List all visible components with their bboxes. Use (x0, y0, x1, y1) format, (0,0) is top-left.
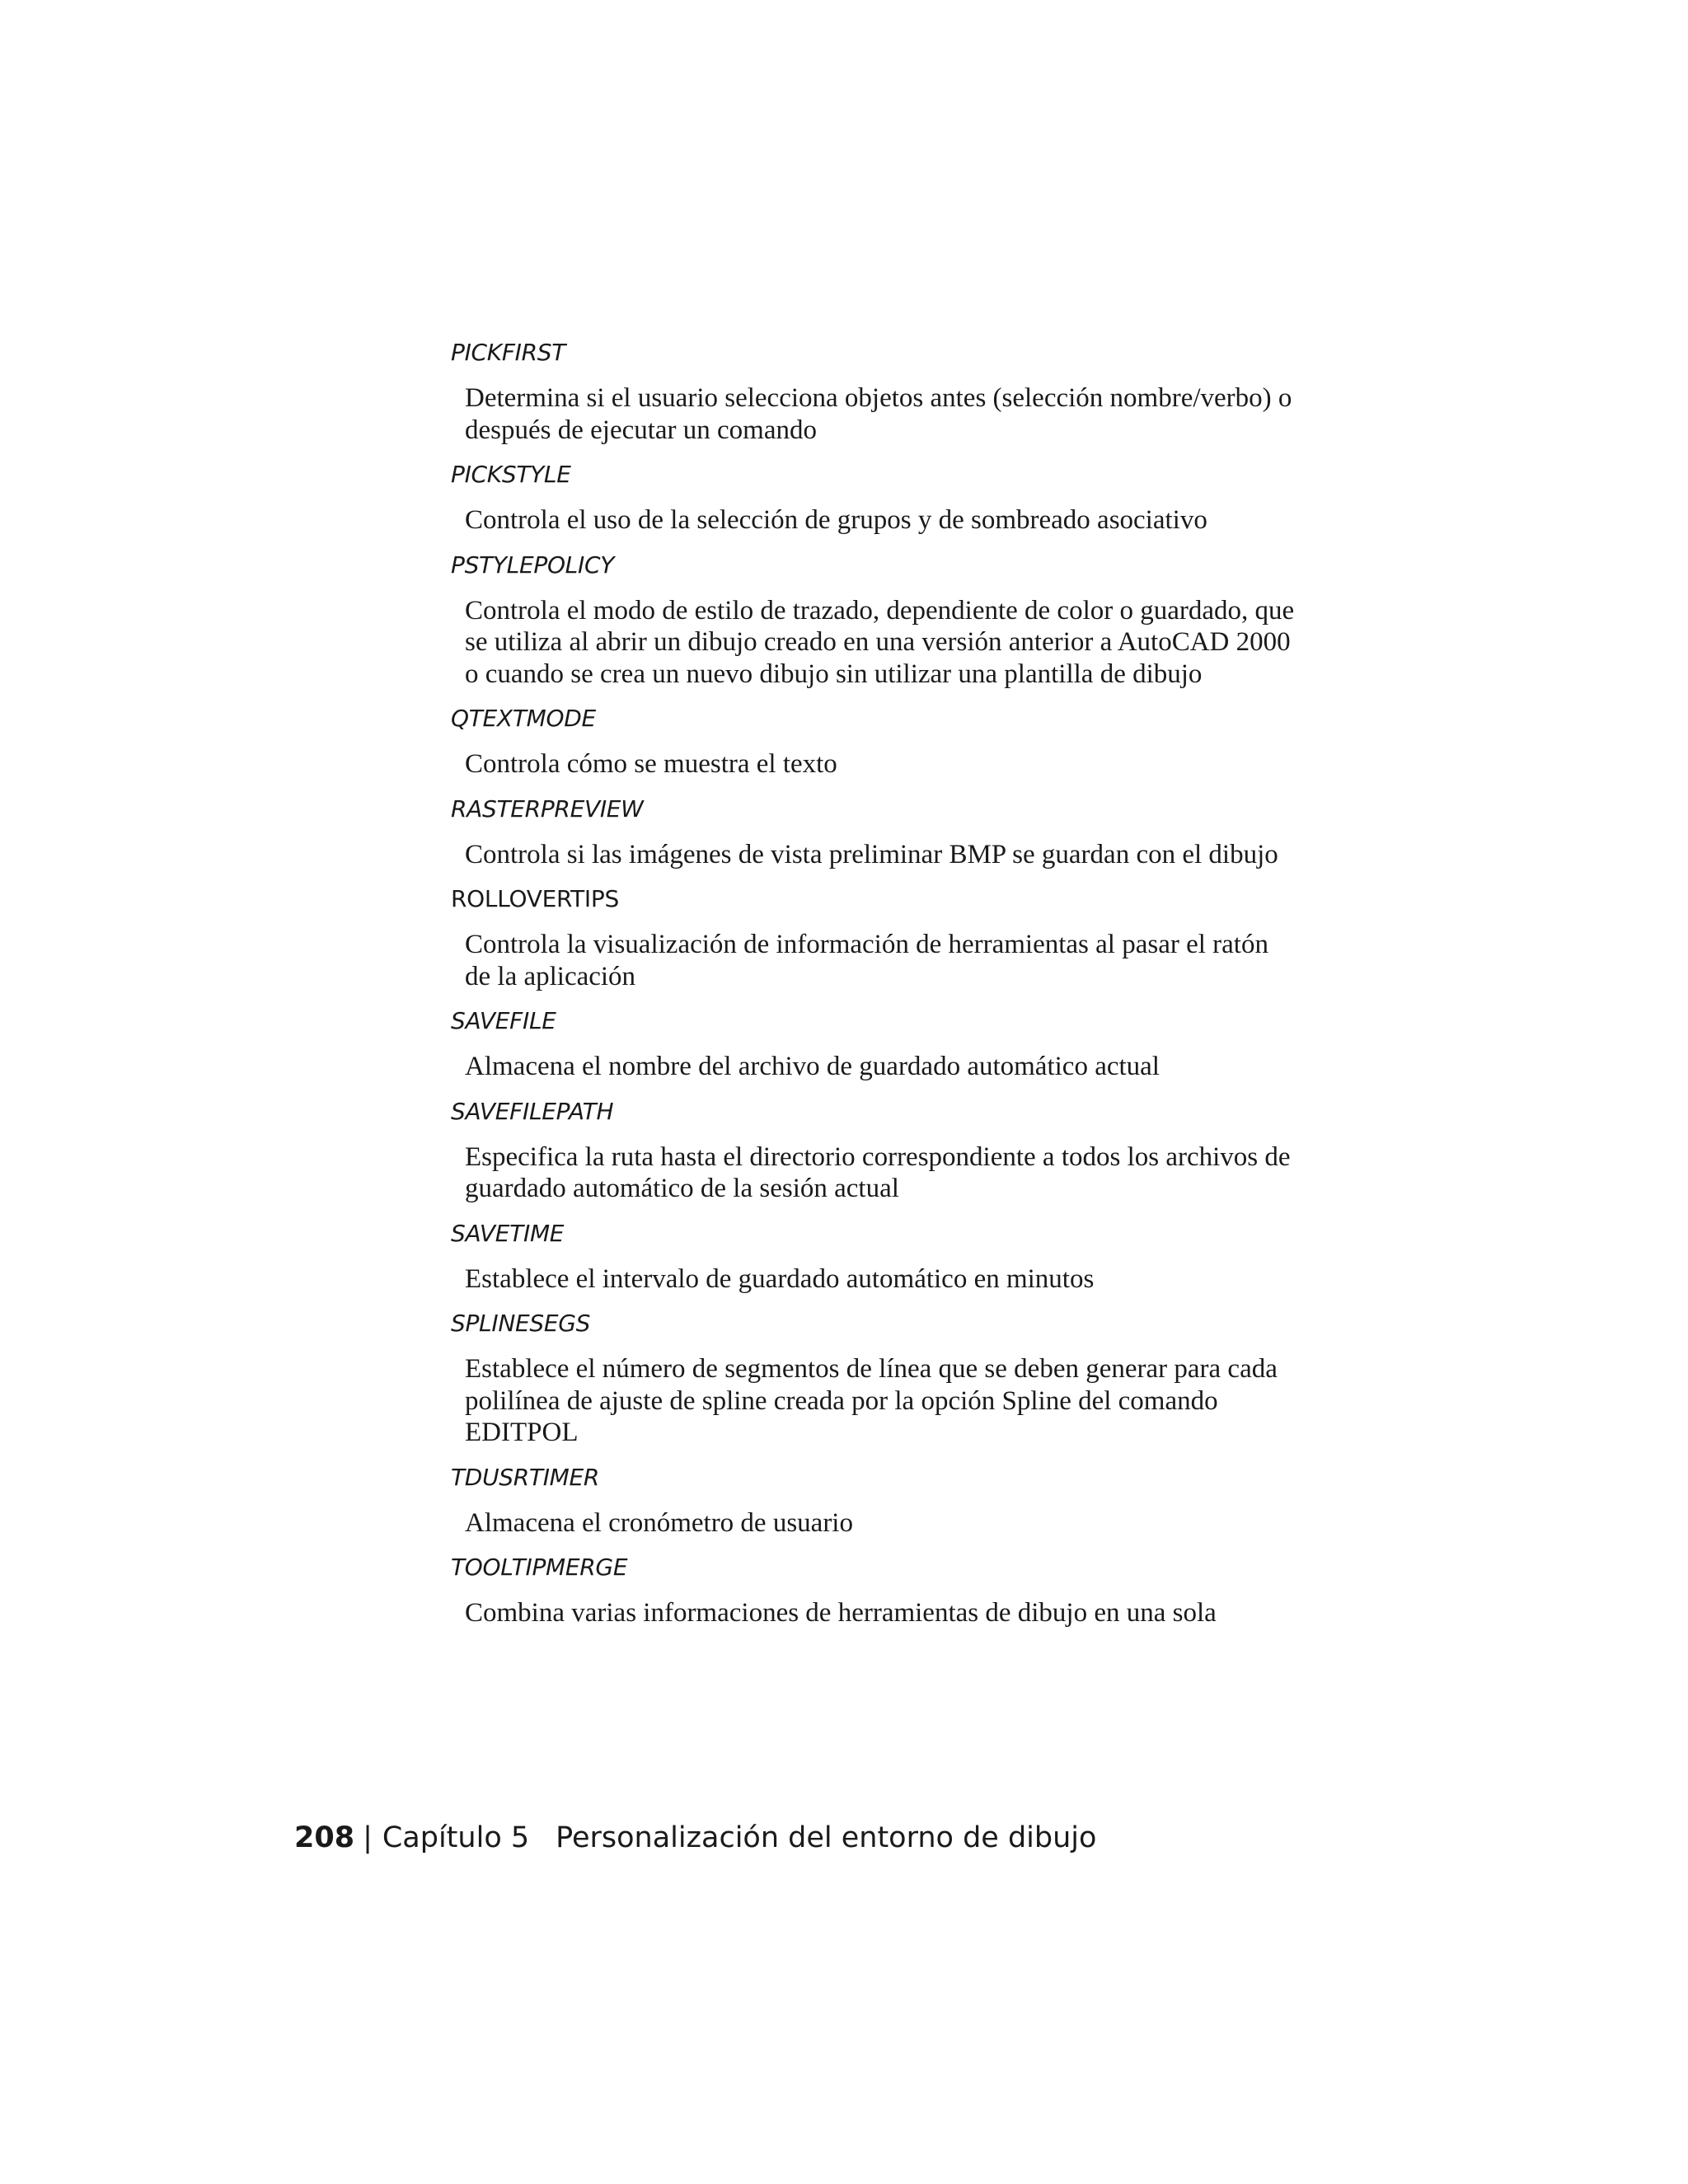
variable-entry (451, 1307, 1341, 1449)
description-line: Controla el uso de la selección de grupos y de sombreado asociativo (465, 505, 1207, 535)
variable-description (465, 839, 1341, 871)
variable-entry (451, 1461, 1341, 1540)
variable-description (465, 595, 1341, 691)
chapter-title: Personalización del entorno de dibujo (556, 1821, 1097, 1854)
description-line: Controla la visualización de información de herramientas al pasar el ratón (465, 930, 1268, 959)
description-line: se utiliza al abrir un dibujo creado en una versión anterior a AutoCAD 2000 (465, 627, 1291, 657)
variable-description (465, 382, 1341, 446)
chapter-label: Capítulo 5 (382, 1821, 530, 1854)
description-line: Almacena el cronómetro de usuario (465, 1507, 853, 1538)
variable-entry (451, 702, 1341, 780)
description-line: guardado automático de la sesión actual (465, 1174, 899, 1203)
variable-entry (451, 1217, 1341, 1296)
description-line: Determina si el usuario selecciona objetos antes (selección nombre/verbo) o (465, 383, 1292, 413)
variable-name: SAVETIME (451, 1219, 565, 1247)
variable-name: RASTERPREVIEW (451, 794, 644, 823)
variable-description (465, 1141, 1341, 1205)
description-line: de la aplicación (465, 961, 636, 991)
variable-description (465, 748, 1341, 780)
variable-name: ROLLOVERTIPS (451, 885, 619, 912)
variable-entry (451, 1095, 1341, 1205)
description-line: Almacena el nombre del archivo de guardado automático actual (465, 1052, 1160, 1081)
variable-name: SAVEFILEPATH (451, 1097, 614, 1125)
description-line: Controla si las imágenes de vista preliminar BMP se guardan con el dibujo (465, 839, 1278, 869)
page-footer (294, 1817, 1096, 1858)
variable-name: TOOLTIPMERGE (451, 1554, 628, 1581)
variable-name: QTEXTMODE (451, 705, 596, 732)
description-line: Especifica la ruta hasta el directorio correspondiente a todos los archivos de (465, 1141, 1291, 1172)
variable-entry (451, 1551, 1341, 1629)
variable-description (465, 504, 1341, 537)
variable-description (465, 1263, 1341, 1296)
footer-separator: | (363, 1821, 373, 1854)
variable-name: PICKFIRST (451, 339, 566, 366)
variable-name: PICKSTYLE (451, 461, 571, 488)
variable-description (465, 1597, 1341, 1629)
description-line: Controla el modo de estilo de trazado, dependiente de color o guardado, que (465, 595, 1295, 626)
variable-name: SPLINESEGS (451, 1310, 591, 1337)
variable-description (465, 929, 1341, 992)
variable-name: TDUSRTIMER (451, 1463, 600, 1491)
description-line: Combina varias informaciones de herramientas de dibujo en una sola (465, 1598, 1217, 1628)
description-line: Controla cómo se muestra el texto (465, 749, 837, 779)
variable-name: SAVEFILE (451, 1007, 556, 1034)
variable-name: PSTYLEPOLICY (451, 551, 614, 579)
variable-entry (451, 883, 1341, 992)
description-line: después de ejecutar un comando (465, 415, 818, 445)
description-line: Establece el número de segmentos de línea que se deben generar para cada (465, 1354, 1278, 1384)
variable-entry (451, 549, 1341, 691)
page-number: 208 (294, 1821, 355, 1854)
variable-list (451, 336, 1341, 1642)
variable-entry (451, 793, 1341, 871)
variable-description (465, 1507, 1341, 1540)
description-line: polilínea de ajuste de spline creada por la opción Spline del comando (465, 1385, 1218, 1416)
variable-description (465, 1051, 1341, 1083)
variable-description (465, 1353, 1341, 1449)
description-line: o cuando se crea un nuevo dibujo sin utilizar una plantilla de dibujo (465, 658, 1203, 689)
description-line: EDITPOL (465, 1418, 579, 1447)
description-line: Establece el intervalo de guardado automático en minutos (465, 1263, 1095, 1294)
variable-entry (451, 1005, 1341, 1083)
variable-entry (451, 336, 1341, 446)
variable-entry (451, 458, 1341, 537)
